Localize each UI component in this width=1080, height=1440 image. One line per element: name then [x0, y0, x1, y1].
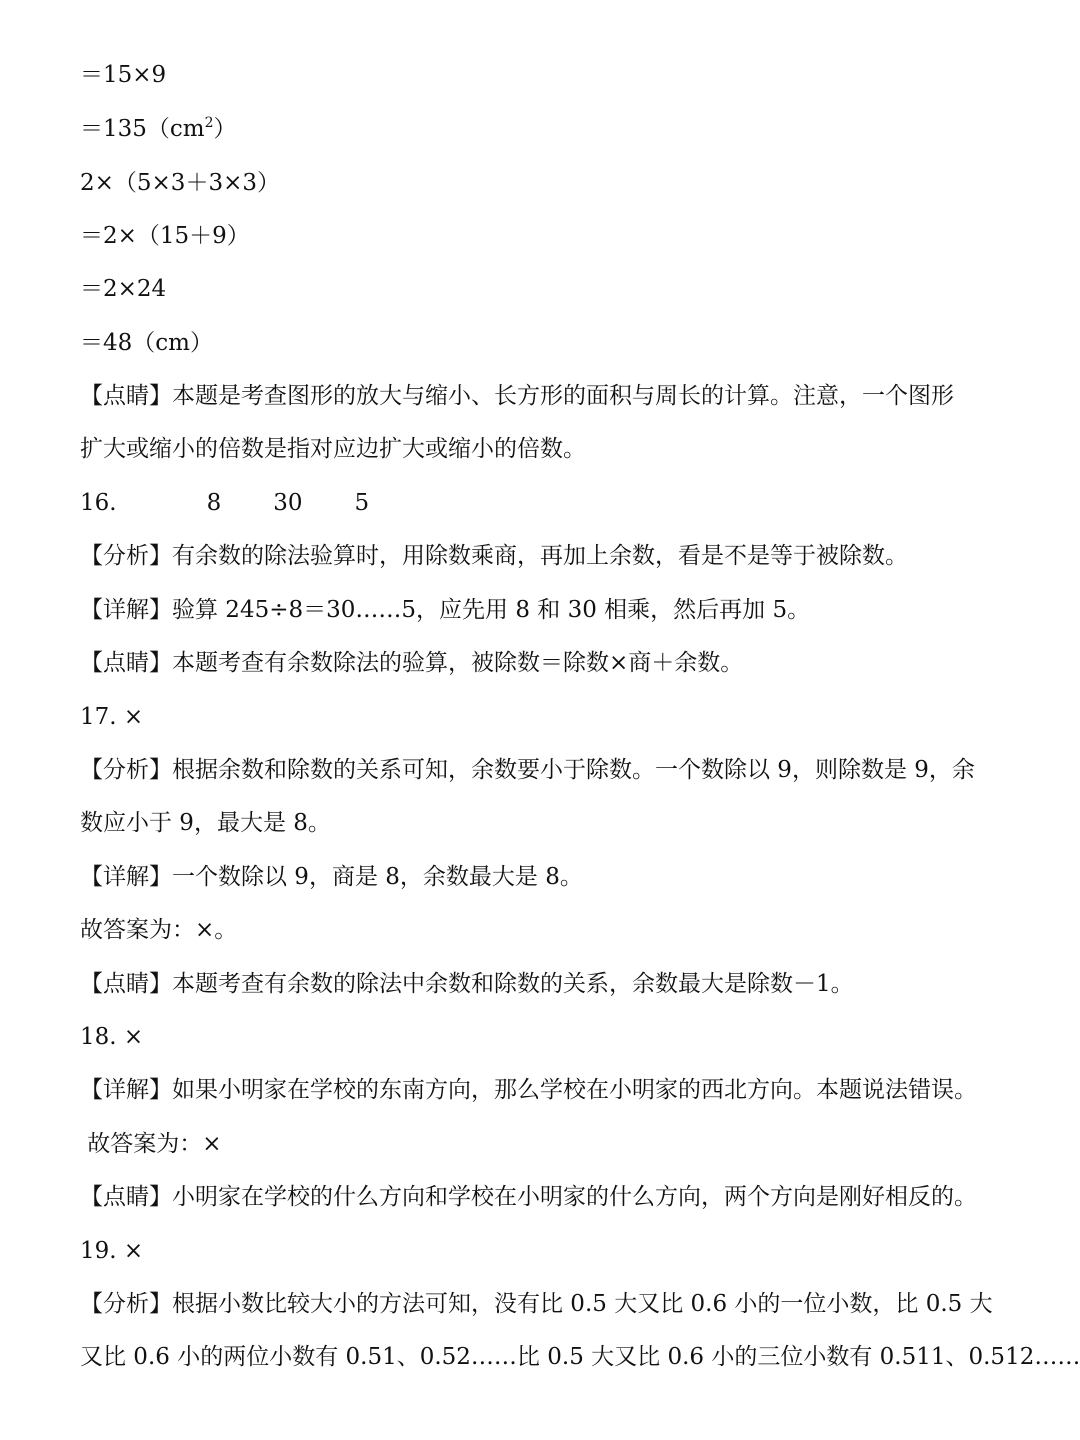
- answer-blank: 30: [273, 490, 303, 516]
- answer-blank: 8: [206, 490, 222, 516]
- analysis-paragraph: 【分析】有余数的除法验算时，用除数乘商，再加上余数，看是不是等于被除数。: [80, 543, 908, 569]
- commentary-paragraph: 【点睛】本题考查有余数的除法中余数和除数的关系，余数最大是除数－1。: [80, 971, 854, 997]
- commentary-paragraph: 扩大或缩小的倍数是指对应边扩大或缩小的倍数。: [80, 436, 586, 462]
- analysis-paragraph: 又比 0.6 小的两位小数有 0.51、0.52……比 0.5 大又比 0.6 小的三位小数有 0.511、0.512……: [80, 1344, 1080, 1370]
- question-number: 19. ×: [80, 1238, 144, 1264]
- detail-paragraph: 【详解】一个数除以 9，商是 8，余数最大是 8。: [80, 864, 583, 890]
- equation-line: [80, 114, 1010, 144]
- answer-line: 故答案为：×。: [80, 917, 238, 943]
- answer-blank: 5: [354, 490, 370, 516]
- equation-line: ＝48（cm）: [80, 330, 213, 356]
- equation-line: ＝15×9: [80, 62, 167, 88]
- analysis-paragraph: 数应小于 9，最大是 8。: [80, 810, 331, 836]
- commentary-paragraph: 【点睛】小明家在学校的什么方向和学校在小明家的什么方向，两个方向是刚好相反的。: [80, 1184, 977, 1210]
- equation-line: 2×（5×3＋3×3）: [80, 170, 280, 196]
- equation-line: ＝2×（15＋9）: [80, 223, 250, 249]
- commentary-paragraph: 【点睛】本题是考查图形的放大与缩小、长方形的面积与周长的计算。注意，一个图形: [80, 383, 954, 409]
- detail-paragraph: 【详解】验算 245÷8＝30……5，应先用 8 和 30 相乘，然后再加 5。: [80, 597, 811, 623]
- analysis-paragraph: 【分析】根据余数和除数的关系可知，余数要小于除数。一个数除以 9，则除数是 9，余: [80, 757, 975, 783]
- equation-text: ）: [213, 116, 237, 142]
- equation-text: ＝135（cm: [80, 116, 205, 142]
- question-number: 18. ×: [80, 1024, 144, 1050]
- equation-line: ＝2×24: [80, 276, 167, 302]
- answer-line: 故答案为：×: [80, 1131, 222, 1157]
- question-16-answers: [80, 488, 1010, 518]
- question-number: 16.: [80, 490, 117, 516]
- detail-paragraph: 【详解】如果小明家在学校的东南方向，那么学校在小明家的西北方向。本题说法错误。: [80, 1077, 977, 1103]
- question-number: 17. ×: [80, 704, 144, 730]
- superscript: 2: [204, 115, 214, 131]
- analysis-paragraph: 【分析】根据小数比较大小的方法可知，没有比 0.5 大又比 0.6 小的一位小数，比 0.5 大: [80, 1291, 993, 1317]
- commentary-paragraph: 【点睛】本题考查有余数除法的验算，被除数＝除数×商＋余数。: [80, 650, 744, 676]
